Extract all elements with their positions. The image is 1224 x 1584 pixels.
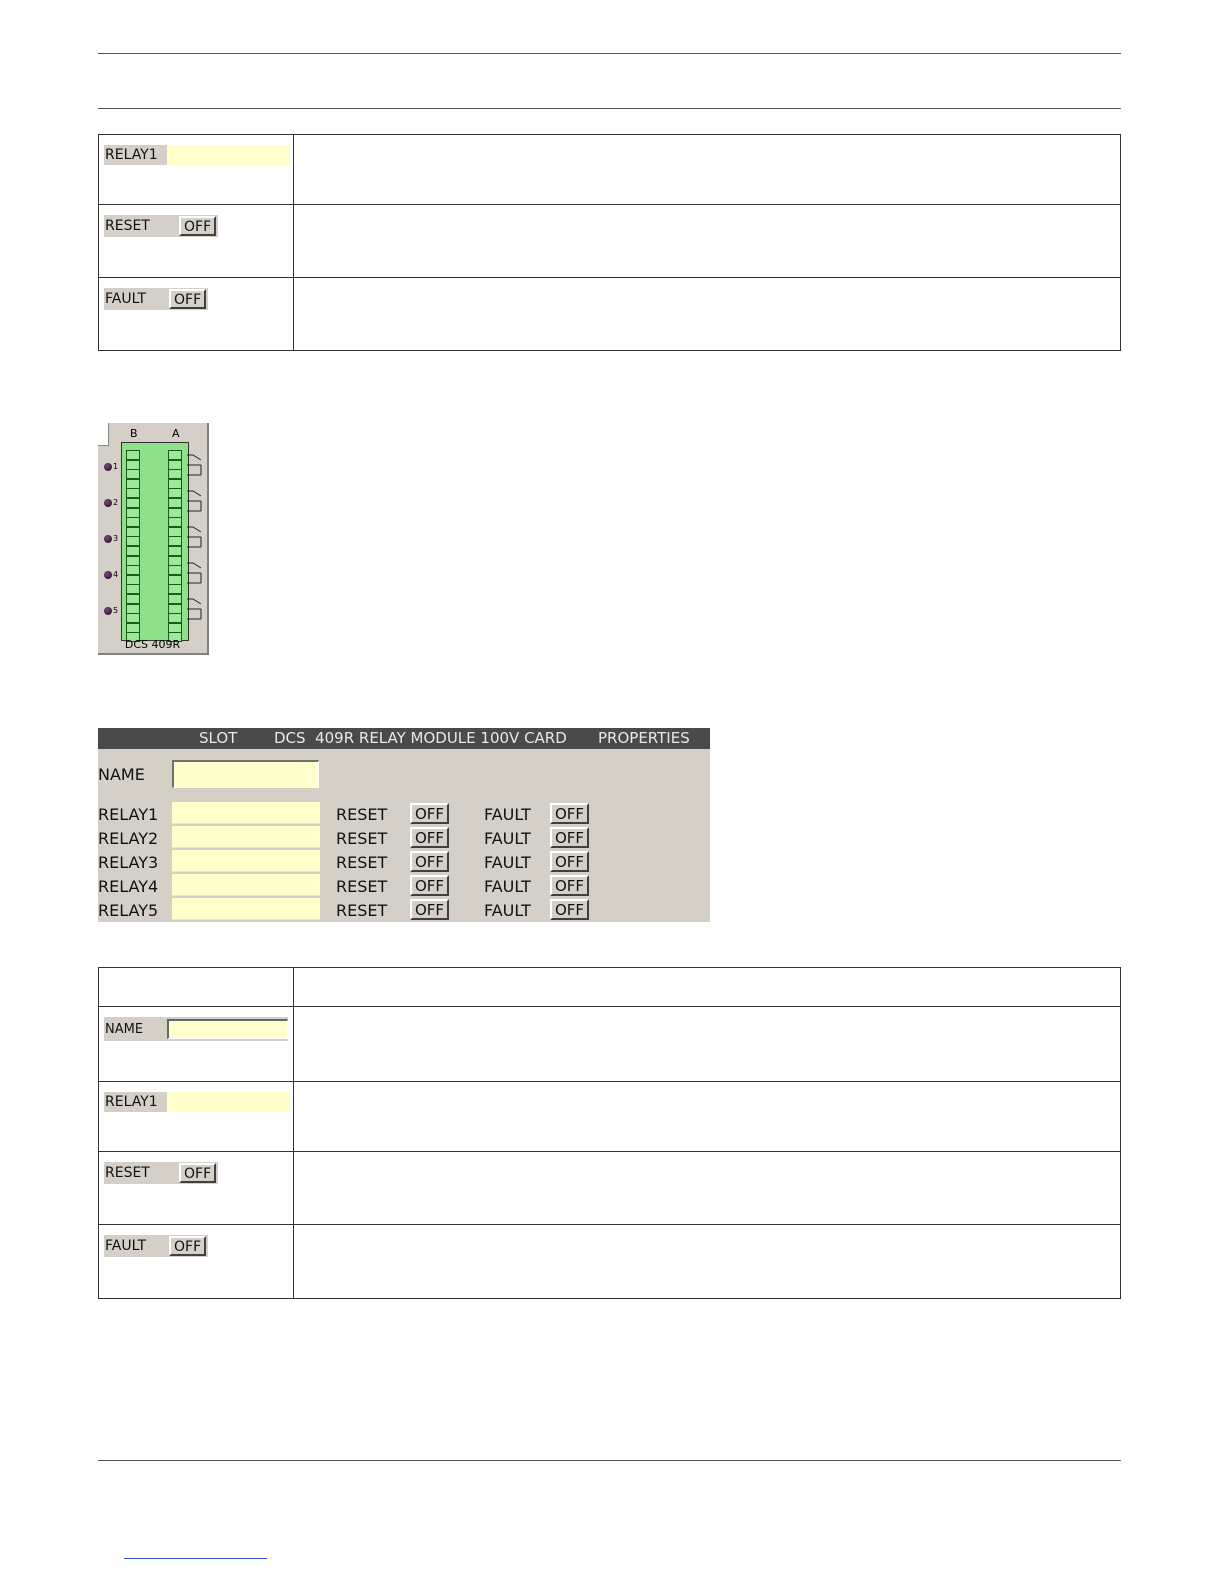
relay-contact-icon bbox=[187, 527, 201, 547]
table-row bbox=[99, 135, 1121, 205]
fault-off-button[interactable]: OFF bbox=[550, 851, 589, 872]
column-a-label: A bbox=[172, 427, 180, 440]
fault-label: FAULT bbox=[105, 291, 147, 307]
fault-label: FAULT bbox=[484, 853, 531, 872]
column-b-label: B bbox=[130, 427, 138, 440]
footer-rule bbox=[98, 1460, 1121, 1461]
reset-off-button[interactable]: OFF bbox=[179, 1163, 216, 1183]
relay-name-input[interactable] bbox=[172, 826, 320, 848]
fault-off-button[interactable]: OFF bbox=[169, 1236, 206, 1256]
relay-field-snippet bbox=[104, 1092, 290, 1112]
description-cell bbox=[294, 1007, 1121, 1082]
relay-label: RELAY1 bbox=[98, 805, 159, 824]
reset-off-button[interactable]: OFF bbox=[410, 875, 449, 896]
dcs-409r-module-graphic[interactable] bbox=[98, 423, 209, 655]
led-number-label: 5 bbox=[113, 606, 119, 615]
header-rule-top bbox=[98, 53, 1121, 54]
reset-label: RESET bbox=[336, 805, 388, 824]
properties-description-table bbox=[98, 967, 1121, 1299]
fault-label: FAULT bbox=[484, 877, 531, 896]
name-input[interactable] bbox=[172, 760, 319, 788]
name-field[interactable] bbox=[167, 1019, 288, 1039]
led-number-label: 3 bbox=[113, 534, 119, 543]
relay-name-input[interactable] bbox=[172, 850, 320, 872]
title-slot: SLOT bbox=[199, 729, 238, 747]
reset-off-button[interactable]: OFF bbox=[410, 851, 449, 872]
reset-label: RESET bbox=[336, 829, 388, 848]
table-header-row bbox=[99, 968, 1121, 1007]
relay-contact-icon bbox=[187, 599, 201, 619]
relay-contact-icon bbox=[187, 491, 201, 511]
led-number-label: 2 bbox=[113, 498, 119, 507]
name-label: NAME bbox=[98, 765, 145, 784]
reset-label: RESET bbox=[105, 218, 150, 234]
fault-off-button[interactable]: OFF bbox=[550, 875, 589, 896]
header-cell bbox=[294, 968, 1121, 1007]
relay-label: RELAY1 bbox=[105, 147, 158, 163]
fault-label: FAULT bbox=[484, 829, 531, 848]
relay-name-field[interactable] bbox=[167, 1092, 290, 1112]
fault-off-button[interactable]: OFF bbox=[169, 289, 206, 309]
header-cell bbox=[99, 968, 294, 1007]
module-footer-label: DCS 409R bbox=[124, 638, 181, 651]
relay-module-properties-panel bbox=[98, 728, 710, 922]
fault-snippet bbox=[104, 1235, 208, 1257]
led-number-label: 1 bbox=[113, 462, 119, 471]
relay-label: RELAY2 bbox=[98, 829, 159, 848]
relay-name-input[interactable] bbox=[172, 874, 320, 896]
relay-contact-icon bbox=[187, 563, 201, 583]
reset-off-button[interactable]: OFF bbox=[179, 216, 216, 236]
table-row bbox=[99, 205, 1121, 278]
reset-snippet bbox=[104, 215, 218, 237]
fault-label: FAULT bbox=[105, 1238, 147, 1254]
fault-label: FAULT bbox=[484, 901, 531, 920]
description-cell bbox=[294, 278, 1121, 351]
name-label: NAME bbox=[105, 1021, 144, 1037]
relay-contact-icons bbox=[98, 423, 209, 655]
reset-off-button[interactable]: OFF bbox=[410, 803, 449, 824]
table-row bbox=[99, 1007, 1121, 1082]
fault-snippet bbox=[104, 288, 208, 310]
relay-name-field[interactable] bbox=[167, 145, 290, 165]
description-cell bbox=[294, 135, 1121, 205]
relay-controls-table bbox=[98, 134, 1121, 351]
table-row bbox=[99, 1152, 1121, 1225]
relay-label: RELAY1 bbox=[105, 1094, 158, 1110]
description-cell bbox=[294, 1082, 1121, 1152]
table-row bbox=[99, 1225, 1121, 1299]
relay-contact-icon bbox=[187, 455, 201, 475]
description-cell bbox=[294, 1152, 1121, 1225]
reset-label: RESET bbox=[336, 853, 388, 872]
reset-label: RESET bbox=[336, 901, 388, 920]
table-row bbox=[99, 1082, 1121, 1152]
fault-off-button[interactable]: OFF bbox=[550, 803, 589, 824]
panel-title-bar bbox=[98, 728, 710, 749]
fault-label: FAULT bbox=[484, 805, 531, 824]
relay-name-input[interactable] bbox=[172, 802, 320, 824]
description-cell bbox=[294, 1225, 1121, 1299]
title-card: DCS 409R RELAY MODULE 100V CARD bbox=[274, 729, 567, 747]
fault-off-button[interactable]: OFF bbox=[550, 827, 589, 848]
reset-label: RESET bbox=[105, 1165, 150, 1181]
table-row bbox=[99, 278, 1121, 351]
relay-label: RELAY3 bbox=[98, 853, 159, 872]
header-rule-bottom bbox=[98, 108, 1121, 109]
reset-snippet bbox=[104, 1162, 218, 1184]
name-field-snippet bbox=[104, 1017, 288, 1041]
relay-name-input[interactable] bbox=[172, 898, 320, 920]
reset-label: RESET bbox=[336, 877, 388, 896]
reset-off-button[interactable]: OFF bbox=[410, 827, 449, 848]
relay-label: RELAY5 bbox=[98, 901, 159, 920]
footer-link-underline[interactable] bbox=[124, 1558, 267, 1559]
title-properties: PROPERTIES bbox=[598, 729, 690, 747]
description-cell bbox=[294, 205, 1121, 278]
fault-off-button[interactable]: OFF bbox=[550, 899, 589, 920]
reset-off-button[interactable]: OFF bbox=[410, 899, 449, 920]
led-number-label: 4 bbox=[113, 570, 119, 579]
relay-field-snippet bbox=[104, 145, 290, 165]
relay-label: RELAY4 bbox=[98, 877, 159, 896]
